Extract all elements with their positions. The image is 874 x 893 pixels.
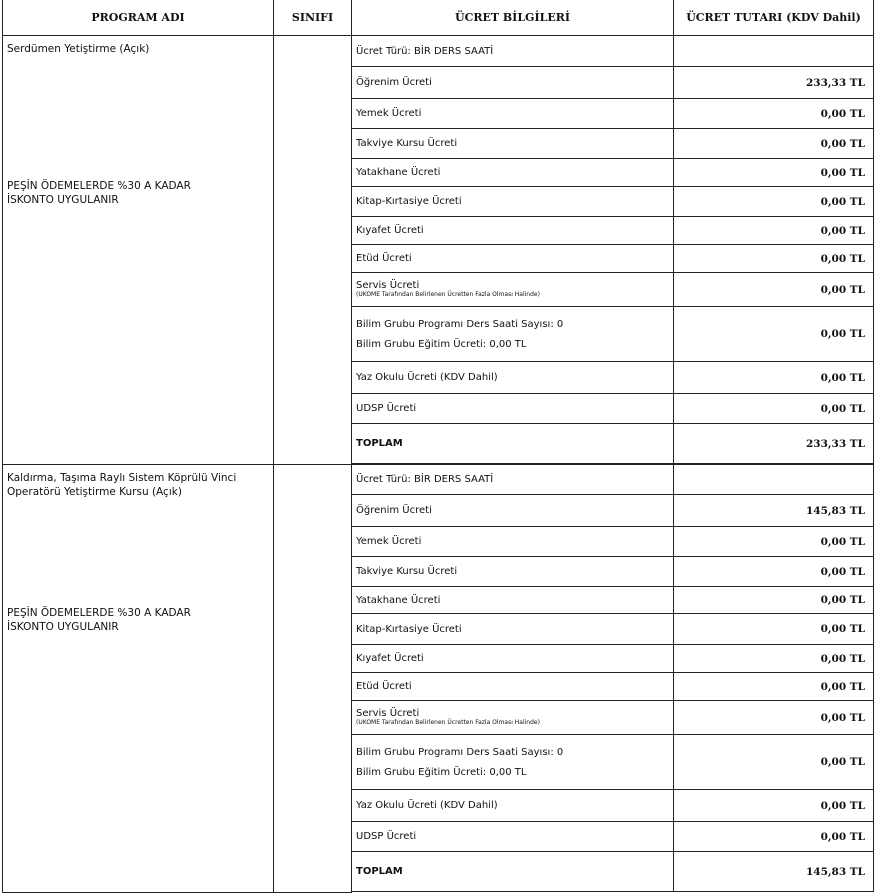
discount-note: PEŞİN ÖDEMELERDE %30 A KADAR İSKONTO UYGULANIR [7,607,191,633]
fee-amount: 0,00 TL [674,217,874,245]
total-amount: 145,83 TL [674,852,874,892]
fee-amount: 0,00 TL [674,587,874,614]
fee-label: Takviye Kursu Ücreti [352,129,674,159]
fee-amount: 145,83 TL [674,495,874,527]
fee-amount: 0,00 TL [674,362,874,394]
fee-amount: 0,00 TL [674,527,874,557]
fee-amount: 0,00 TL [674,790,874,822]
total-amount: 233,33 TL [674,424,874,464]
fee-label: Yemek Ücreti [352,99,674,129]
service-fee: Servis Ücreti (UKOME Tarafından Belirlenen Ücretten Fazla Olması Halinde) [352,273,674,307]
fee-amount: 0,00 TL [674,394,874,424]
program-name-cell [3,36,274,465]
discount-note: PEŞİN ÖDEMELERDE %30 A KADAR İSKONTO UYGULANIR [7,180,191,206]
fee-amount [674,465,874,495]
summer-school-fee: Yaz Okulu Ücreti (KDV Dahil) [352,362,674,394]
fee-amount: 0,00 TL [674,822,874,852]
fee-amount: 0,00 TL [674,187,874,217]
fee-amount: 0,00 TL [674,273,874,307]
service-fee: Servis Ücreti (UKOME Tarafından Belirlenen Ücretten Fazla Olması Halinde) [352,701,674,735]
fee-amount: 0,00 TL [674,673,874,701]
program-name-cell: Kaldırma, Taşıma Raylı Sistem Köprülü Vinci Operatörü Yetiştirme Kursu (Açık) PEŞİN ÖDEMELERDE %30 A KADAR İSKONTO UYGULANIR [3,465,274,893]
program-name: Serdümen Yetiştirme (Açık) [7,43,150,55]
fee-amount: 0,00 TL [674,159,874,187]
udsp-fee: UDSP Ücreti [352,822,674,852]
fee-amount: 0,00 TL [674,245,874,273]
header-fee-amount: ÜCRET TUTARI (KDV Dahil) [674,0,874,36]
fee-amount: 0,00 TL [674,701,874,735]
class-cell [274,465,352,893]
table-row [3,465,874,495]
fee-label: Yemek Ücreti [352,527,674,557]
fee-type: Ücret Türü: BİR DERS SAATİ [352,465,674,495]
fee-table [2,0,873,893]
program-name: Kaldırma, Taşıma Raylı Sistem Köprülü Vinci [7,472,237,484]
fee-amount: 0,00 TL [674,735,874,790]
udsp-fee: UDSP Ücreti [352,394,674,424]
fee-amount [674,36,874,67]
total-label: TOPLAM [352,852,674,892]
fee-amount: 0,00 TL [674,129,874,159]
fee-label: Yatakhane Ücreti [352,159,674,187]
fee-type: Ücret Türü: BİR DERS SAATİ [352,36,674,67]
fee-label: Etüd Ücreti [352,673,674,701]
fee-label: Kıyafet Ücreti [352,217,674,245]
fee-label: Öğrenim Ücreti [352,67,674,99]
fee-label: Kıyafet Ücreti [352,645,674,673]
class-cell [274,36,352,465]
fee-label: Kitap-Kırtasiye Ücreti [352,187,674,217]
science-group-fee: Bilim Grubu Programı Ders Saati Sayısı: 0 Bilim Grubu Eğitim Ücreti: 0,00 TL [352,735,674,790]
fee-amount: 0,00 TL [674,99,874,129]
summer-school-fee: Yaz Okulu Ücreti (KDV Dahil) [352,790,674,822]
total-label: TOPLAM [352,424,674,464]
fee-label: Takviye Kursu Ücreti [352,557,674,587]
science-group-fee: Bilim Grubu Programı Ders Saati Sayısı: 0 Bilim Grubu Eğitim Ücreti: 0,00 TL [352,307,674,362]
service-note: (UKOME Tarafından Belirlenen Ücretten Fazla Olması Halinde) [356,291,540,298]
fee-amount: 0,00 TL [674,557,874,587]
header-program: PROGRAM ADI [3,0,274,36]
header-class: SINIFI [274,0,352,36]
fee-label: Yatakhane Ücreti [352,587,674,614]
fee-amount: 0,00 TL [674,614,874,645]
fee-amount: 233,33 TL [674,67,874,99]
fee-amount: 0,00 TL [674,307,874,362]
fee-amount: 0,00 TL [674,645,874,673]
fee-label: Öğrenim Ücreti [352,495,674,527]
table-row [3,36,874,67]
header-fee-info: ÜCRET BİLGİLERİ [352,0,674,36]
header-row [3,0,874,36]
fee-label: Kitap-Kırtasiye Ücreti [352,614,674,645]
fee-label: Etüd Ücreti [352,245,674,273]
service-note: (UKOME Tarafından Belirlenen Ücretten Fazla Olması Halinde) [356,719,540,726]
